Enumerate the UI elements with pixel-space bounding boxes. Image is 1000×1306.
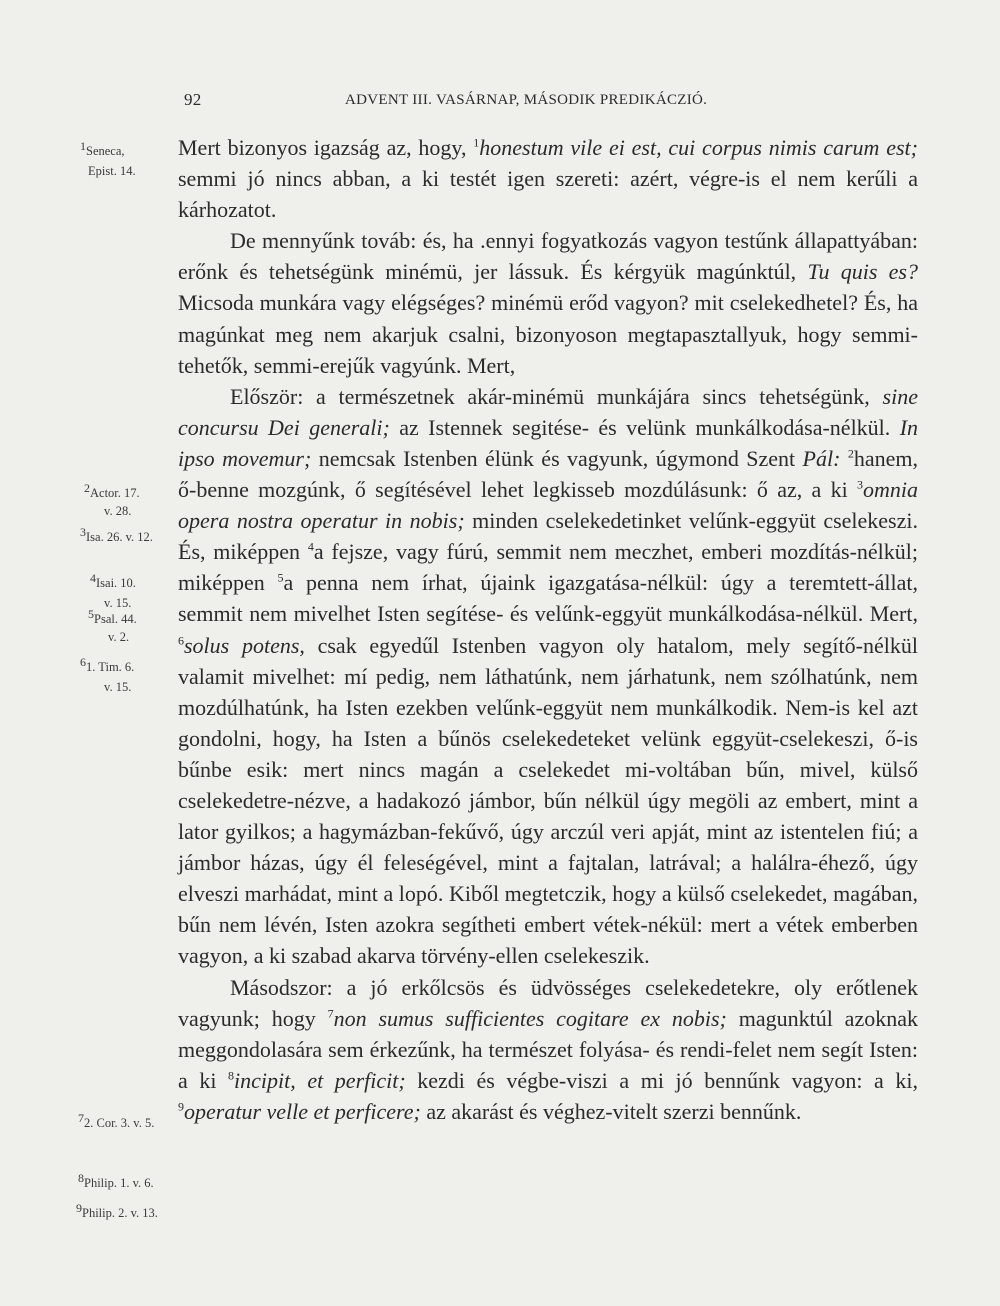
text-run: az Istennek segitése- és velünk munkálkodása-nélkül.	[389, 414, 900, 440]
paragraph	[178, 972, 918, 1127]
latin-quote: sine concursu Dei generali;	[178, 383, 918, 440]
latin-quote: solus potens,	[184, 632, 305, 658]
margin-note: v. 15.	[104, 596, 132, 610]
margin-note: 1Seneca,	[80, 138, 125, 158]
text-run	[840, 446, 847, 471]
footnote-mark: 8	[228, 1068, 235, 1083]
margin-note: v. 28.	[104, 504, 132, 518]
footnote-mark: 9	[178, 1099, 184, 1114]
latin-quote: In ipso movemur;	[178, 414, 919, 471]
latin-quote: Pál:	[802, 445, 841, 471]
text-run: kezdi és végbe-viszi a mi jó bennűnk vagyon: a ki,	[405, 1067, 918, 1093]
footnote-mark: 4	[307, 539, 314, 554]
paragraph	[178, 381, 918, 972]
latin-quote: non sumus sufficientes cogitare ex nobis;	[333, 1005, 727, 1031]
text-run: hanem, ő-benne mozgúnk, ő segítésével lehet legkisseb mozdúlásunk: ő az, a ki	[178, 445, 918, 503]
footnote-mark: 1	[473, 135, 480, 150]
footnote-mark: 3	[857, 477, 863, 492]
margin-note: 8Philip. 1. v. 6.	[78, 1170, 154, 1190]
latin-quote: honestum vile ei est, cui corpus nimis carum est;	[479, 135, 918, 160]
margin-note: 9Philip. 2. v. 13.	[76, 1200, 158, 1220]
text-run: semmi jó nincs abban, a ki testét igen szereti: azért, végre-is el nem kerűli a kárhozatot.	[178, 166, 918, 223]
footnote-mark: 2	[847, 446, 854, 461]
margin-note: 72. Cor. 3. v. 5.	[78, 1110, 155, 1130]
margin-note: Epist. 14.	[88, 164, 136, 178]
text-run: a fejsze, vagy fúrú, semmit nem meczhet, emberi mozdítás-nélkül; miképpen	[178, 539, 918, 596]
text-run: Másodszor: a jó erkőlcsös és üdvösséges cselekedetekre, oly erőtlenek vagyunk; hogy	[178, 974, 918, 1031]
paragraph	[178, 225, 918, 380]
latin-quote: omnia opera nostra operatur in nobis;	[178, 477, 918, 534]
margin-note: v. 2.	[108, 630, 130, 644]
text-run: Micsoda munkára vagy elégséges? minémü erőd vagyon? mit cselekedhetel? És, ha magúnkat meg nem akarjuk csalni, bizonyoson megtapasztallyuk, hogy semmi-tehetők, semmi-erejűk vagyúnk. Mert,	[178, 290, 918, 378]
latin-quote: incipit, et perficit;	[234, 1067, 406, 1093]
footnote-mark: 5	[277, 570, 284, 585]
margin-note: 2Actor. 17.	[84, 480, 140, 500]
text-run: az akarást és véghez-vitelt szerzi bennűnk.	[420, 1098, 802, 1124]
margin-note: v. 15.	[104, 680, 132, 694]
text-run: a penna nem írhat, újaink igazgatása-nélkül: úgy a teremtett-állat, semmit nem mivelhet Isten segítése- és velűnk-eggyüt munkálkodása-nélkül. Mert,	[178, 570, 918, 627]
text-run: nemcsak Istenben élünk és vagyunk, úgymond Szent	[311, 445, 803, 471]
text-run: csak egyedűl Istenben vagyon oly hatalom, mely segítő-nélkül valamit mivelhet: mí pedig, nem láthatúnk, nem járhatunk, nem szólhatúnk, nem mozdúlhatúnk, ha Isten ezekben velűnk-eggyüt nem munkálkodik. Nem-is kel azt gondolni, hogy, ha Isten a bűnös cselekedeteket velünk eggyüt-cselekeszi, ő-is bűnbe esik: mert nincs magán a cselekedet mi-voltában bűn, mivel, külső cselekedetre-nézve, a hadakozó jámbor, bűn nélkül úgy megöli az embert, mint a lator gyilkos; a hagymázban-fekűvő, úgy arczúl veri apját, mint az istentelen fiú; a jámbor házas, úgy él feleségével, mint a fajtalan, latrával; a halálra-éhező, úgy elveszi marhádat, mint a lopó. Kiből megtetczik, hogy a külső cselekedet, magában, bűn nem lévén, Isten azokra segítheti embert vétek-nékül: mert a vétek emberben vagyon, a ki szabad akarva törvény-ellen cselekeszik.	[178, 632, 918, 969]
text-run: De mennyűnk továb: és, ha .ennyi fogyatkozás vagyon testűnk állapattyában: erőnk és tehetségünk minémü, jer lássuk. És kérgyük magúnktúl,	[178, 228, 918, 285]
text-run: Mert bizonyos igazság az, hogy,	[178, 135, 474, 160]
footnote-mark: 6	[178, 633, 184, 648]
text-run: magunktúl azoknak meggondolasára sem érkezűnk, ha természet folyása- és rendi-felet nem segít Isten: a ki	[178, 1005, 918, 1093]
margin-note: 5Psal. 44.	[88, 606, 137, 626]
latin-quote: operatur velle et perficere;	[184, 1098, 421, 1124]
page-number: 92	[184, 90, 202, 109]
text-run: minden cselekedetinket velűnk-eggyüt cselekeszi. És, miképpen	[178, 508, 918, 565]
paragraph	[178, 132, 918, 225]
margin-note: 3Isa. 26. v. 12.	[80, 524, 153, 544]
latin-quote: Tu quis es?	[807, 259, 918, 285]
margin-note: 4Isai. 10.	[90, 570, 136, 590]
body-text	[178, 132, 918, 1127]
footnote-mark: 7	[327, 1006, 334, 1021]
margin-notes	[0, 0, 180, 1306]
margin-note: 61. Tim. 6.	[80, 654, 135, 674]
text-run: Először: a természetnek akár-minémü munkájára sincs tehetségünk,	[230, 383, 883, 409]
running-title: ADVENT III. VASÁRNAP, MÁSODIK PREDIKÁCZIÓ.	[345, 92, 708, 108]
